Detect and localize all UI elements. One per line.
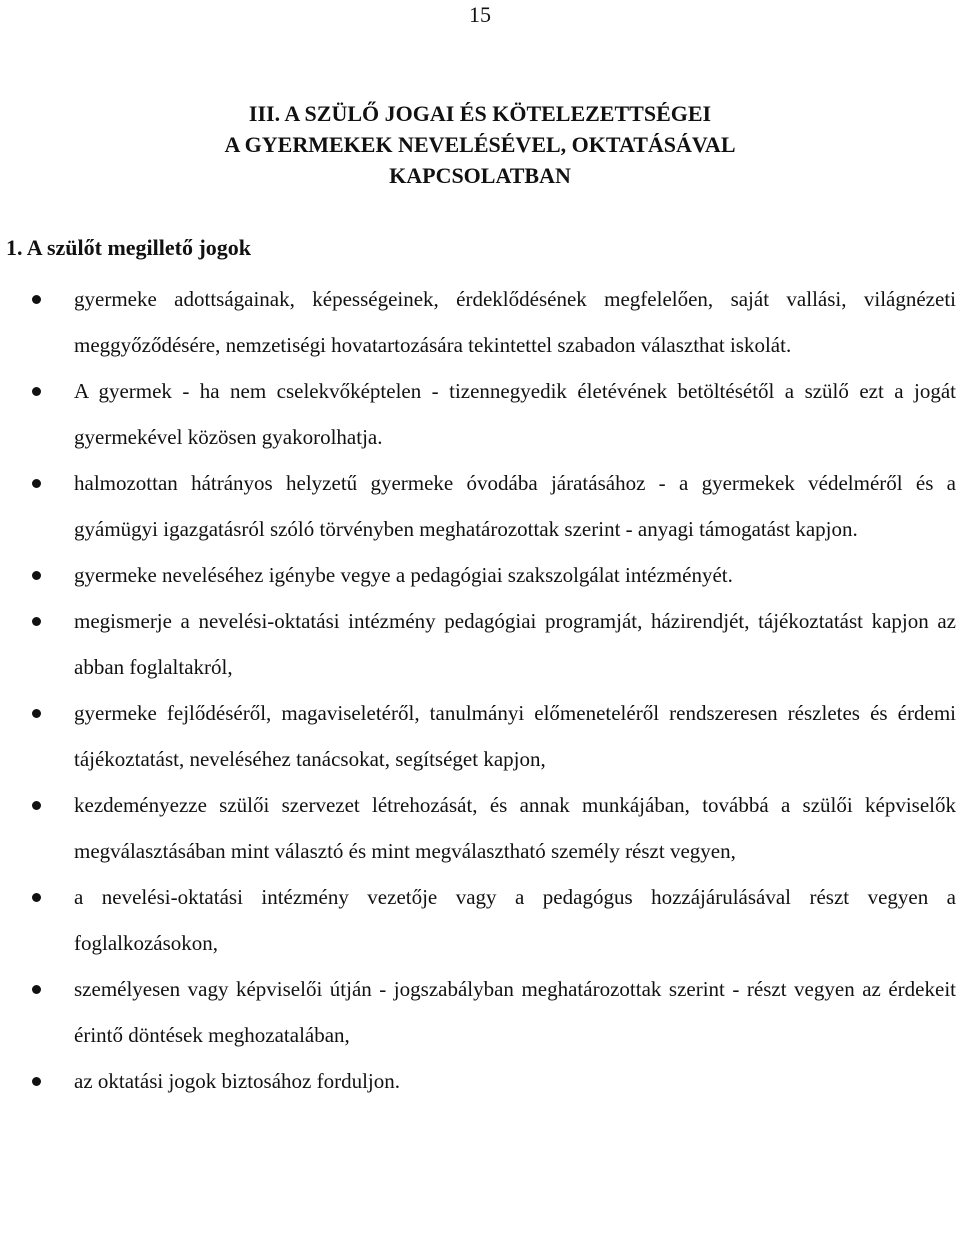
- bullet-icon: [32, 387, 41, 396]
- list-item: [0, 368, 960, 460]
- bullet-icon: [32, 617, 41, 626]
- list-item: [0, 276, 960, 368]
- list-item-text: gyermeke neveléséhez igénybe vegye a pedagógiai szakszolgálat intézményét.: [74, 563, 733, 587]
- chapter-title-line-2: A GYERMEKEK NEVELÉSÉVEL, OKTATÁSÁVAL: [224, 132, 736, 157]
- rights-bullet-list: [0, 276, 960, 1104]
- bullet-icon: [32, 709, 41, 718]
- list-item: [0, 690, 960, 782]
- bullet-icon: [32, 893, 41, 902]
- chapter-title: [100, 98, 860, 191]
- list-item-text: a nevelési-oktatási intézmény vezetője vagy a pedagógus hozzájárulásával részt vegyen a foglalkozásokon,: [74, 885, 956, 955]
- list-item-text: gyermeke fejlődéséről, magaviseletéről, tanulmányi előmeneteléről rendszeresen részletes és érdemi tájékoztatást, neveléséhez tanácsokat, segítséget kapjon,: [74, 701, 956, 771]
- section-heading: 1. A szülőt megillető jogok: [6, 235, 252, 260]
- list-item: [0, 1058, 960, 1104]
- list-item: [0, 966, 960, 1058]
- bullet-icon: [32, 801, 41, 810]
- bullet-icon: [32, 1077, 41, 1086]
- chapter-title-line-3: KAPCSOLATBAN: [389, 163, 571, 188]
- chapter-title-line-1: III. A SZÜLŐ JOGAI ÉS KÖTELEZETTSÉGEI: [248, 101, 712, 126]
- list-item-text: személyesen vagy képviselői útján - jogszabályban meghatározottak szerint - részt vegyen az érdekeit érintő döntések meghozatalában,: [74, 977, 956, 1047]
- list-item: [0, 598, 960, 690]
- list-item: [0, 874, 960, 966]
- list-item: [0, 460, 960, 552]
- list-item-text: kezdeményezze szülői szervezet létrehozását, és annak munkájában, továbbá a szülői képviselők megválasztásában mint választó és mint megválasztható személy részt vegyen,: [74, 793, 956, 863]
- list-item-text: A gyermek - ha nem cselekvőképtelen - tizennegyedik életévének betöltésétől a szülő ezt a jogát gyermekével közösen gyakorolhatja.: [74, 379, 956, 449]
- bullet-icon: [32, 479, 41, 488]
- page-number: 15: [469, 2, 491, 27]
- bullet-icon: [32, 985, 41, 994]
- list-item-text: az oktatási jogok biztosához forduljon.: [74, 1069, 401, 1093]
- bullet-icon: [32, 295, 41, 304]
- list-item-text: gyermeke adottságainak, képességeinek, érdeklődésének megfelelően, saját vallási, világnézeti meggyőződésére, nemzetiségi hovatartozására tekintettel szabadon választhat iskolát.: [74, 287, 956, 357]
- list-item-text: megismerje a nevelési-oktatási intézmény pedagógiai programját, házirendjét, tájékoztatást kapjon az abban foglaltakról,: [74, 609, 956, 679]
- list-item: [0, 782, 960, 874]
- bullet-icon: [32, 571, 41, 580]
- list-item-text: halmozottan hátrányos helyzetű gyermeke óvodába járatásához - a gyermekek védelméről és a gyámügyi igazgatásról szóló törvényben meghatározottak szerint - anyagi támogatást kapjon.: [74, 471, 956, 541]
- list-item: [0, 552, 960, 598]
